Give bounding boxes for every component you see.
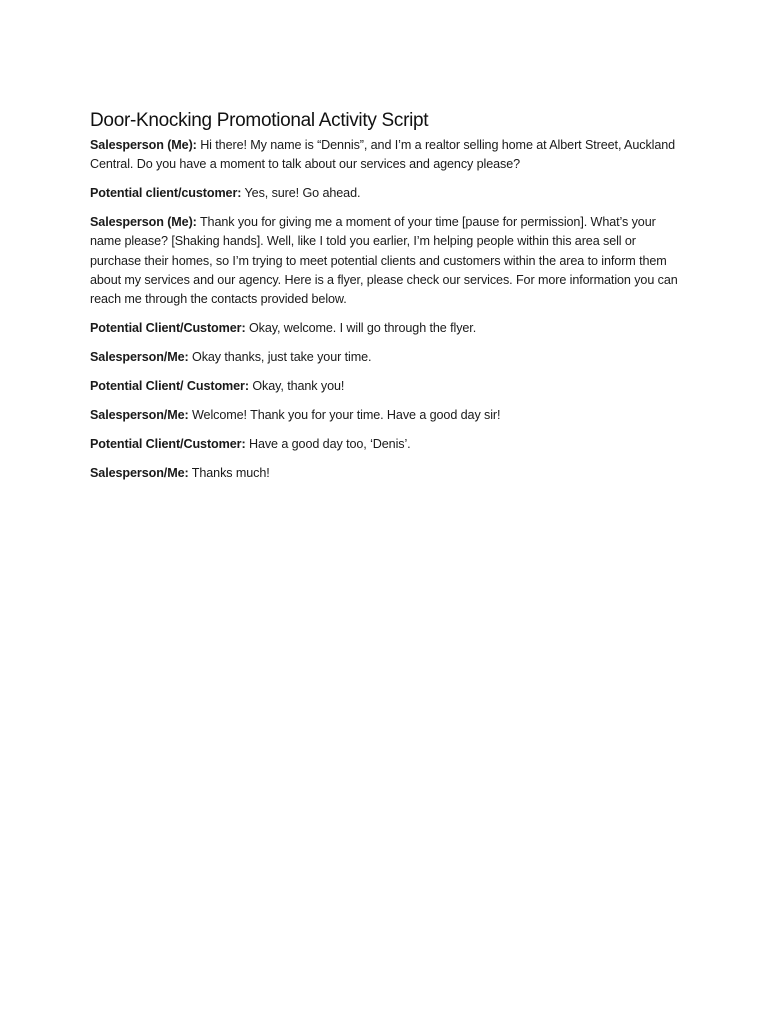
dialogue-text: Thanks much! bbox=[191, 466, 270, 481]
speaker-label: Salesperson (Me): bbox=[90, 215, 197, 230]
dialogue-text: Thank you for giving me a moment of your time [pause for permission]. What’s your name please? [Shaking hands]. Well, like I told you earlier, I’m helping people within this area sell or purchase their homes, so I’m trying to meet potential clients and customers within the area to inform them about my services and our agency. Here is a flyer, please check our services. For more information you can reach me through the contacts provided below. bbox=[90, 215, 678, 307]
dialogue-line bbox=[90, 464, 690, 483]
dialogue-line bbox=[90, 348, 690, 367]
dialogue-line bbox=[90, 319, 690, 338]
speaker-label: Salesperson/Me: bbox=[90, 466, 189, 481]
dialogue-line bbox=[90, 184, 690, 203]
speaker-label: Potential Client/ Customer: bbox=[90, 379, 249, 394]
dialogue-line bbox=[90, 213, 690, 309]
dialogue-text: Okay, welcome. I will go through the flyer. bbox=[248, 321, 477, 336]
speaker-label: Potential Client/Customer: bbox=[90, 437, 246, 452]
dialogue-text: Okay thanks, just take your time. bbox=[192, 350, 372, 365]
dialogue-text: Have a good day too, ‘Denis’. bbox=[248, 437, 411, 452]
dialogue-line bbox=[90, 435, 690, 454]
document-title: Door-Knocking Promotional Activity Script bbox=[90, 110, 429, 131]
dialogue-line bbox=[90, 406, 690, 425]
speaker-label: Salesperson/Me: bbox=[90, 408, 189, 423]
dialogue-text: Welcome! Thank you for your time. Have a good day sir! bbox=[192, 408, 501, 423]
dialogue-line bbox=[90, 136, 690, 174]
speaker-label: Potential client/customer: bbox=[90, 186, 242, 201]
dialogue-text: Yes, sure! Go ahead. bbox=[244, 186, 361, 201]
document-page bbox=[90, 108, 690, 493]
speaker-label: Salesperson/Me: bbox=[90, 350, 189, 365]
dialogue-line bbox=[90, 377, 690, 396]
dialogue-text: Okay, thank you! bbox=[252, 379, 345, 394]
speaker-label: Salesperson (Me): bbox=[90, 138, 197, 152]
speaker-label: Potential Client/Customer: bbox=[90, 321, 246, 336]
dialogue-text: Hi there! My name is “Dennis”, and I’m a realtor selling home at Albert Street, Auckland Central. Do you have a moment to talk about our services and agency please? bbox=[90, 138, 676, 172]
